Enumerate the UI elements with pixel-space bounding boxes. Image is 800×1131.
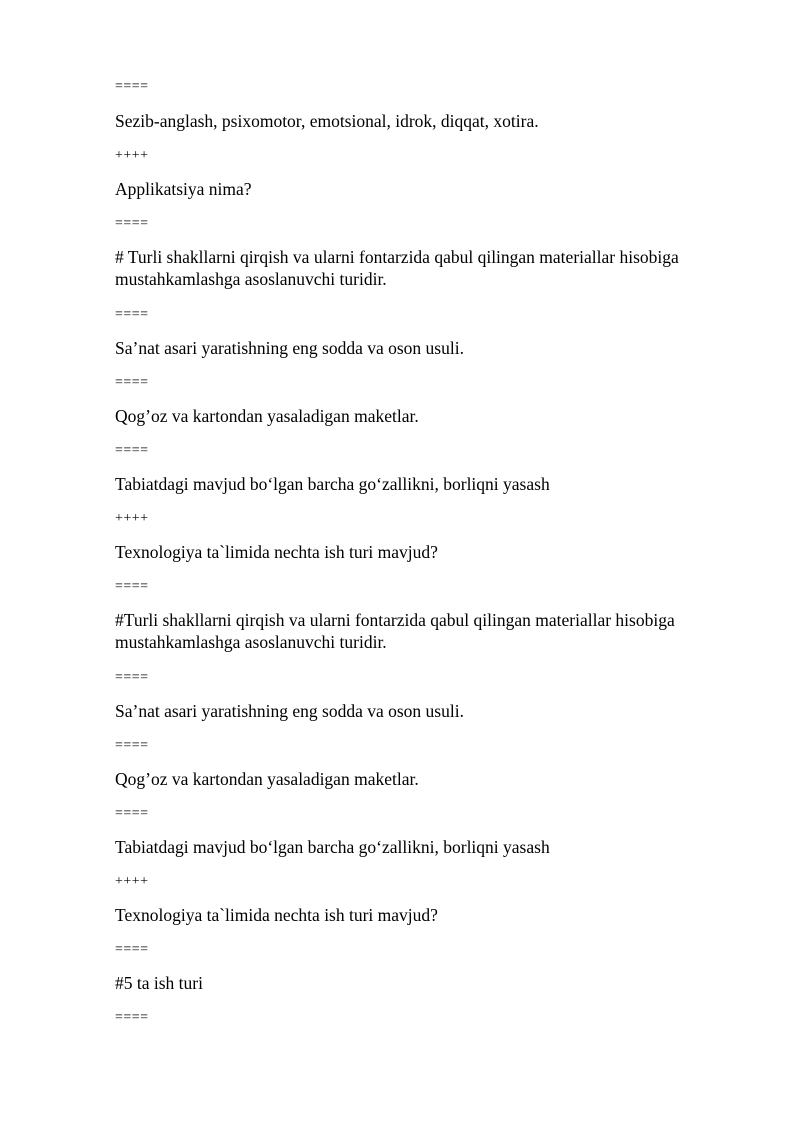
separator-line: ==== xyxy=(115,670,149,685)
separator-line: ==== xyxy=(115,806,149,821)
answer-option: Qog’oz va kartondan yasaladigan maketlar. xyxy=(115,406,419,426)
correct-answer-option: #Turli shakllarni qirqish va ularni fontarzida qabul qilingan materiallar hisobiga mustahkamlashga asoslanuvchi turidir. xyxy=(115,610,680,652)
answer-option: Tabiatdagi mavjud bo‘lgan barcha go‘zallikni, borliqni yasash xyxy=(115,474,550,494)
separator-line: ==== xyxy=(115,443,149,458)
separator-line: ==== xyxy=(115,375,149,390)
correct-answer-option: #5 ta ish turi xyxy=(115,973,203,993)
correct-answer-option: # Turli shakllarni qirqish va ularni fontarzida qabul qilingan materiallar hisobiga mustahkamlashga asoslanuvchi turidir. xyxy=(115,247,684,289)
answer-option: Sa’nat asari yaratishning eng sodda va oson usuli. xyxy=(115,701,464,721)
separator-line: ==== xyxy=(115,307,149,322)
separator-line: ++++ xyxy=(115,148,149,163)
answer-option: Sa’nat asari yaratishning eng sodda va oson usuli. xyxy=(115,338,464,358)
separator-line: ==== xyxy=(115,79,149,94)
separator-line: ++++ xyxy=(115,511,149,526)
separator-line: ==== xyxy=(115,579,149,594)
question-text: Texnologiya ta`limida nechta ish turi mavjud? xyxy=(115,542,438,562)
separator-line: ==== xyxy=(115,942,149,957)
answer-option: Sezib-anglash, psixomotor, emotsional, idrok, diqqat, xotira. xyxy=(115,111,539,131)
answer-option: Qog’oz va kartondan yasaladigan maketlar. xyxy=(115,769,419,789)
separator-line: ++++ xyxy=(115,874,149,889)
separator-line: ==== xyxy=(115,738,149,753)
question-text: Applikatsiya nima? xyxy=(115,179,252,199)
separator-line: ==== xyxy=(115,1010,149,1025)
separator-line: ==== xyxy=(115,216,149,231)
answer-option: Tabiatdagi mavjud bo‘lgan barcha go‘zallikni, borliqni yasash xyxy=(115,837,550,857)
question-text: Texnologiya ta`limida nechta ish turi mavjud? xyxy=(115,905,438,925)
